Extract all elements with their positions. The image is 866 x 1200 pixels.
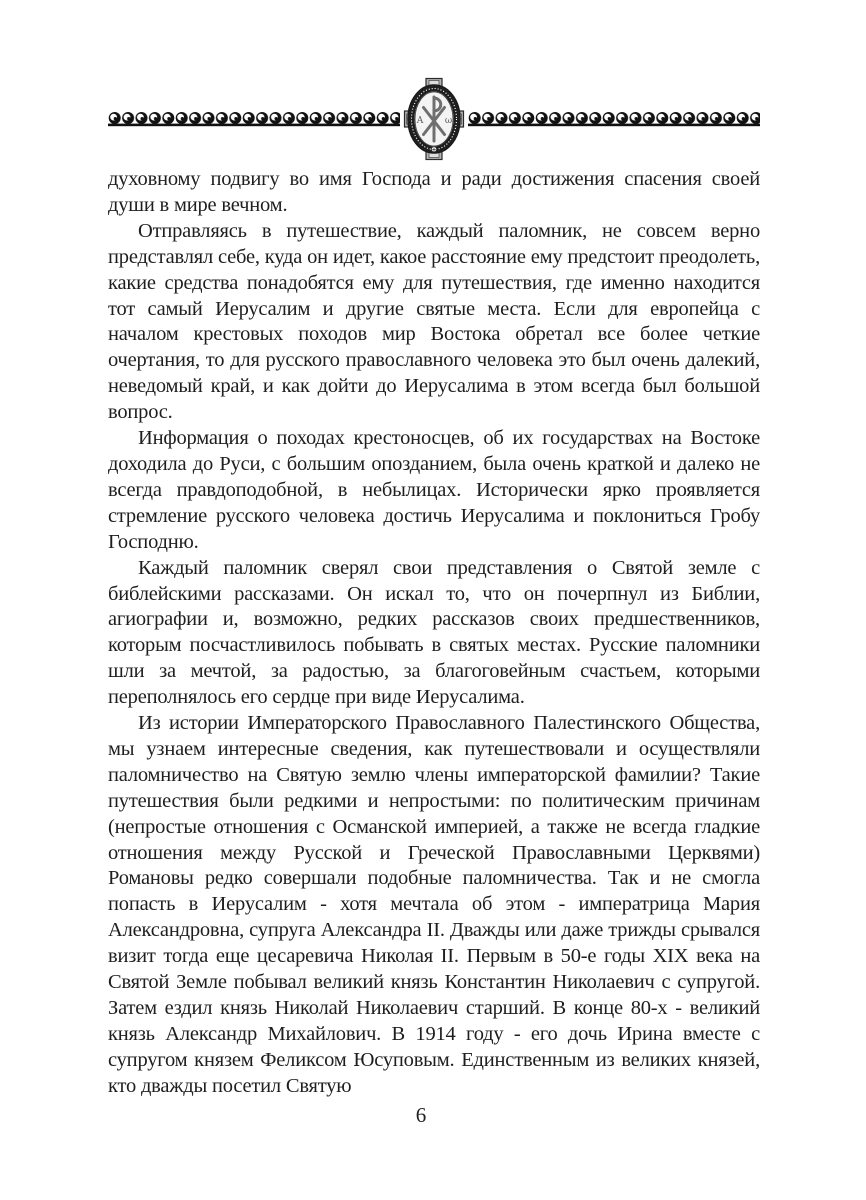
alpha-letter: А	[416, 116, 424, 126]
paragraph: духовному подвигу во имя Господа и ради достижения спасения своей души в мире вечном.	[108, 168, 760, 216]
paragraph: Каждый паломник сверял свои представления о Святой земле с библейскими рассказами. Он искал то, что он почерпнул из Библии, агиографии и, возможно, редких рассказов своих предшественников, которым посчастливилось побывать в святых местах. Русские паломники шли за мечтой, за радостью, за благоговейным счастьем, которыми переполнялось его сердце при виде Иерусалима.	[108, 556, 760, 709]
paragraph: Из истории Императорского Православного Палестинского Общества, мы узнаем интересные сведения, как путешествовали и осуществляли паломничество на Святую землю члены императорской фамилии? Такие путешествия были редкими и непростыми: по политическим причинам (непростые отношения с Османской империей, а также не всегда гладкие отношения между Русской и Греческой Православными Церквями) Романовы редко совершали подобные паломничества. Так и не смогла попасть в Иерусалим - хотя мечтала об этом - императрица Мария Александровна, супруга Александра II. Дважды или даже трижды срывался визит тогда еще цесаревича Николая II. Первым в 50-е годы XIX века на Святой Земле побывал великий князь Константин Николаевич с супругой. Затем ездил князь Николай Николаевич старший. В конце 80-х - великий князь Александр Михайлович. В 1914 году - его дочь Ирина вместе с супругом князем Феликсом Юсуповым. Единственным из великих князей, кто дважды посетил Святую	[108, 712, 760, 1097]
wave-border-left	[108, 111, 400, 128]
wave-border-right	[468, 111, 760, 128]
paragraph: Информация о походах крестоносцев, об их государствах на Востоке доходила до Руси, с большим опозданием, была очень краткой и далеко не всегда правдоподобной, в небылицах. Исторически ярко проявляется стремление русского человека достичь Иерусалима и поклониться Гробу Господню.	[108, 427, 760, 553]
chi-rho-emblem-icon	[403, 77, 465, 161]
page-body-text	[108, 167, 760, 1109]
paragraph: Отправляясь в путешествие, каждый паломник, не совсем верно представлял себе, куда он идет, какое расстояние ему предстоит преодолеть, какие средства понадобятся ему для путешествия, где именно находится тот самый Иерусалим и другие святые места. Если для европейца с началом крестовых походов мир Востока обретал все более четкие очертания, то для русского православного человека это был очень далекий, неведомый край, и как дойти до Иерусалима в этом всегда был большой вопрос.	[108, 219, 760, 424]
header-ornament	[108, 78, 760, 160]
omega-letter: ω	[444, 116, 453, 126]
page-number: 6	[415, 1103, 427, 1127]
